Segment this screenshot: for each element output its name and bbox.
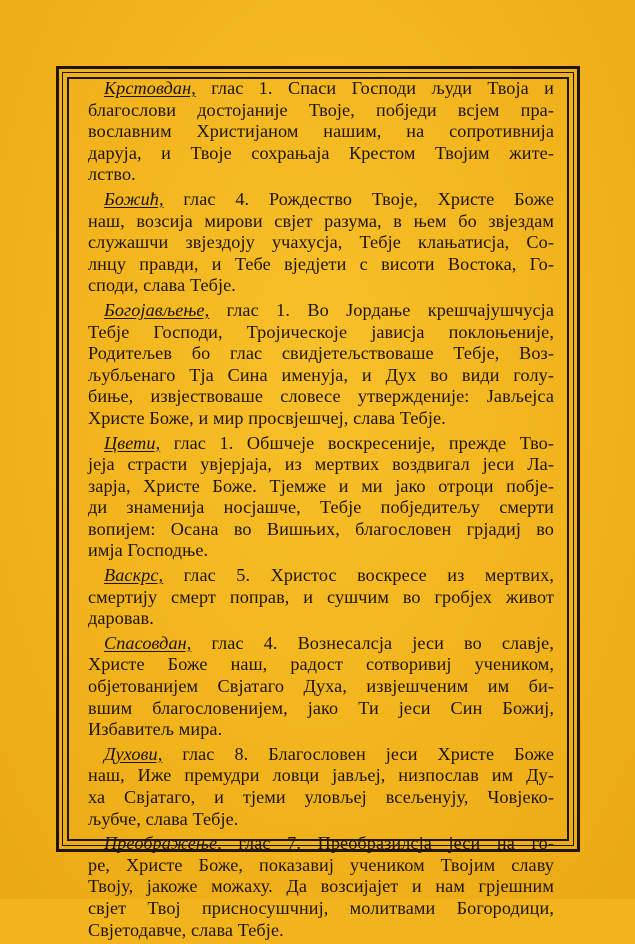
text-line: Христе Боже наш, радост сотворивиј учеником,	[88, 654, 554, 675]
line-text: глас 4. Вознесалсја јеси во славје,	[191, 632, 554, 653]
text-line	[88, 633, 554, 655]
feast-name: Васкрс,	[104, 565, 164, 586]
line-text: глас 1. Обшчеје воскресеније, прежде Тво-	[160, 432, 554, 453]
feast-name: Преображење,	[104, 833, 222, 854]
feast-name: Крстовдан,	[104, 78, 196, 98]
troparion-entry	[88, 78, 554, 186]
text-line: Тебје Господи, Тројическоје јависја поклоњеније,	[88, 321, 554, 342]
troparion-entry	[88, 433, 554, 563]
text-line	[88, 78, 554, 100]
text-line: Избавитељ мира.	[88, 719, 223, 740]
text-line	[88, 833, 554, 855]
text-line: биње, извјествоваше словесе утвержденије: Јављејса	[88, 386, 554, 407]
text-line: љубљенаго Тја Сина именуја, и Дух во види голу-	[88, 364, 554, 385]
text-line: вославним Христијаном нашим, на сопротивнија	[88, 121, 554, 142]
text-line: Христе Боже, и мир просвјешчеј, слава Тебје.	[88, 407, 446, 428]
troparion-entry	[88, 565, 554, 630]
text-line	[88, 744, 554, 766]
troparion-entry	[88, 189, 554, 297]
troparia-text-block	[88, 78, 554, 944]
troparion-entry	[88, 833, 554, 941]
troparion-entry	[88, 300, 554, 430]
text-line: Родитељев бо глас свидјетељствоваше Тебје, Воз-	[88, 343, 554, 364]
feast-name: Цвети,	[104, 432, 161, 453]
text-line: вопијем: Осана во Вишњих, благословен грјадиј во	[88, 518, 554, 539]
text-line: споди, слава Тебје.	[88, 275, 236, 296]
text-line: свјет Твој присносушчниј, молитвами Богородици,	[88, 897, 554, 918]
troparion-entry	[88, 633, 554, 741]
text-line: љубче, слава Тебје.	[88, 808, 239, 829]
text-line: наш, возсија мирови свјет разума, в њем бо звјездам	[88, 210, 554, 231]
text-line: лство.	[88, 164, 136, 185]
text-line	[88, 565, 554, 587]
text-line: даруја, и Твоје сохрањаја Крестом Твојим жите-	[88, 142, 554, 163]
text-line: Твоју, јакоже можаху. Да возсијајет и нам грјешним	[88, 876, 554, 897]
text-line: зарја, Христе Боже. Тјемже и ми јако отроци побје-	[88, 475, 554, 496]
text-line: ре, Христе Боже, показавиј учеником Твојим славу	[88, 854, 554, 875]
line-text: глас 5. Христос воскресе из мертвих,	[163, 565, 554, 586]
text-line	[88, 189, 554, 211]
feast-name: Спасовдан,	[104, 632, 192, 653]
text-line: имја Господње.	[88, 540, 209, 561]
text-line: наш, Иже премудри ловци јављеј, низпослав им Ду-	[88, 765, 554, 786]
text-line: вшим благословенијем, јако Ти јеси Син Божиј,	[88, 697, 554, 718]
feast-name: Божић,	[104, 188, 164, 209]
line-text: глас 7. Преобразилсја јеси на го-	[221, 833, 554, 854]
feast-name: Духови,	[104, 743, 163, 764]
troparion-entry	[88, 744, 554, 830]
text-line: Свјетодавче, слава Тебје.	[88, 919, 284, 940]
text-line	[88, 433, 554, 455]
text-line: ха Свјатаго, и тјеми уловљеј всељенују, Човјеко-	[88, 787, 554, 807]
text-line: благослови достојаније Твоје, побједи всјем пра-	[88, 99, 554, 120]
text-line: смертију смерт поправ, и сушчим во гробјех живот	[88, 586, 554, 607]
line-text: глас 4. Рождество Твоје, Христе Боже	[163, 188, 554, 209]
text-line: ди знаменија носјашче, Тебје побједитељу смерти	[88, 497, 554, 518]
text-line: јеја страсти увјерјаја, из мертвих воздвигал јеси Ла-	[88, 454, 554, 475]
text-line: служашчи звјездоју учахусја, Тебје клањатисја, Со-	[88, 232, 554, 253]
line-text: глас 1. Спаси Господи људи Твоја и	[195, 78, 554, 98]
text-line: лнцу правди, и Тебе вједјети с висоти Востока, Го-	[88, 253, 554, 274]
text-line: даровав.	[88, 608, 154, 629]
text-line	[88, 300, 554, 322]
line-text: глас 8. Благословен јеси Христе Боже	[162, 743, 554, 764]
line-text: глас 1. Во Јордање крешчајушчусја	[209, 299, 554, 320]
feast-name: Богојављење,	[104, 299, 210, 320]
text-line: објетованијем Свјатаго Духа, извјешченим им би-	[88, 676, 554, 697]
